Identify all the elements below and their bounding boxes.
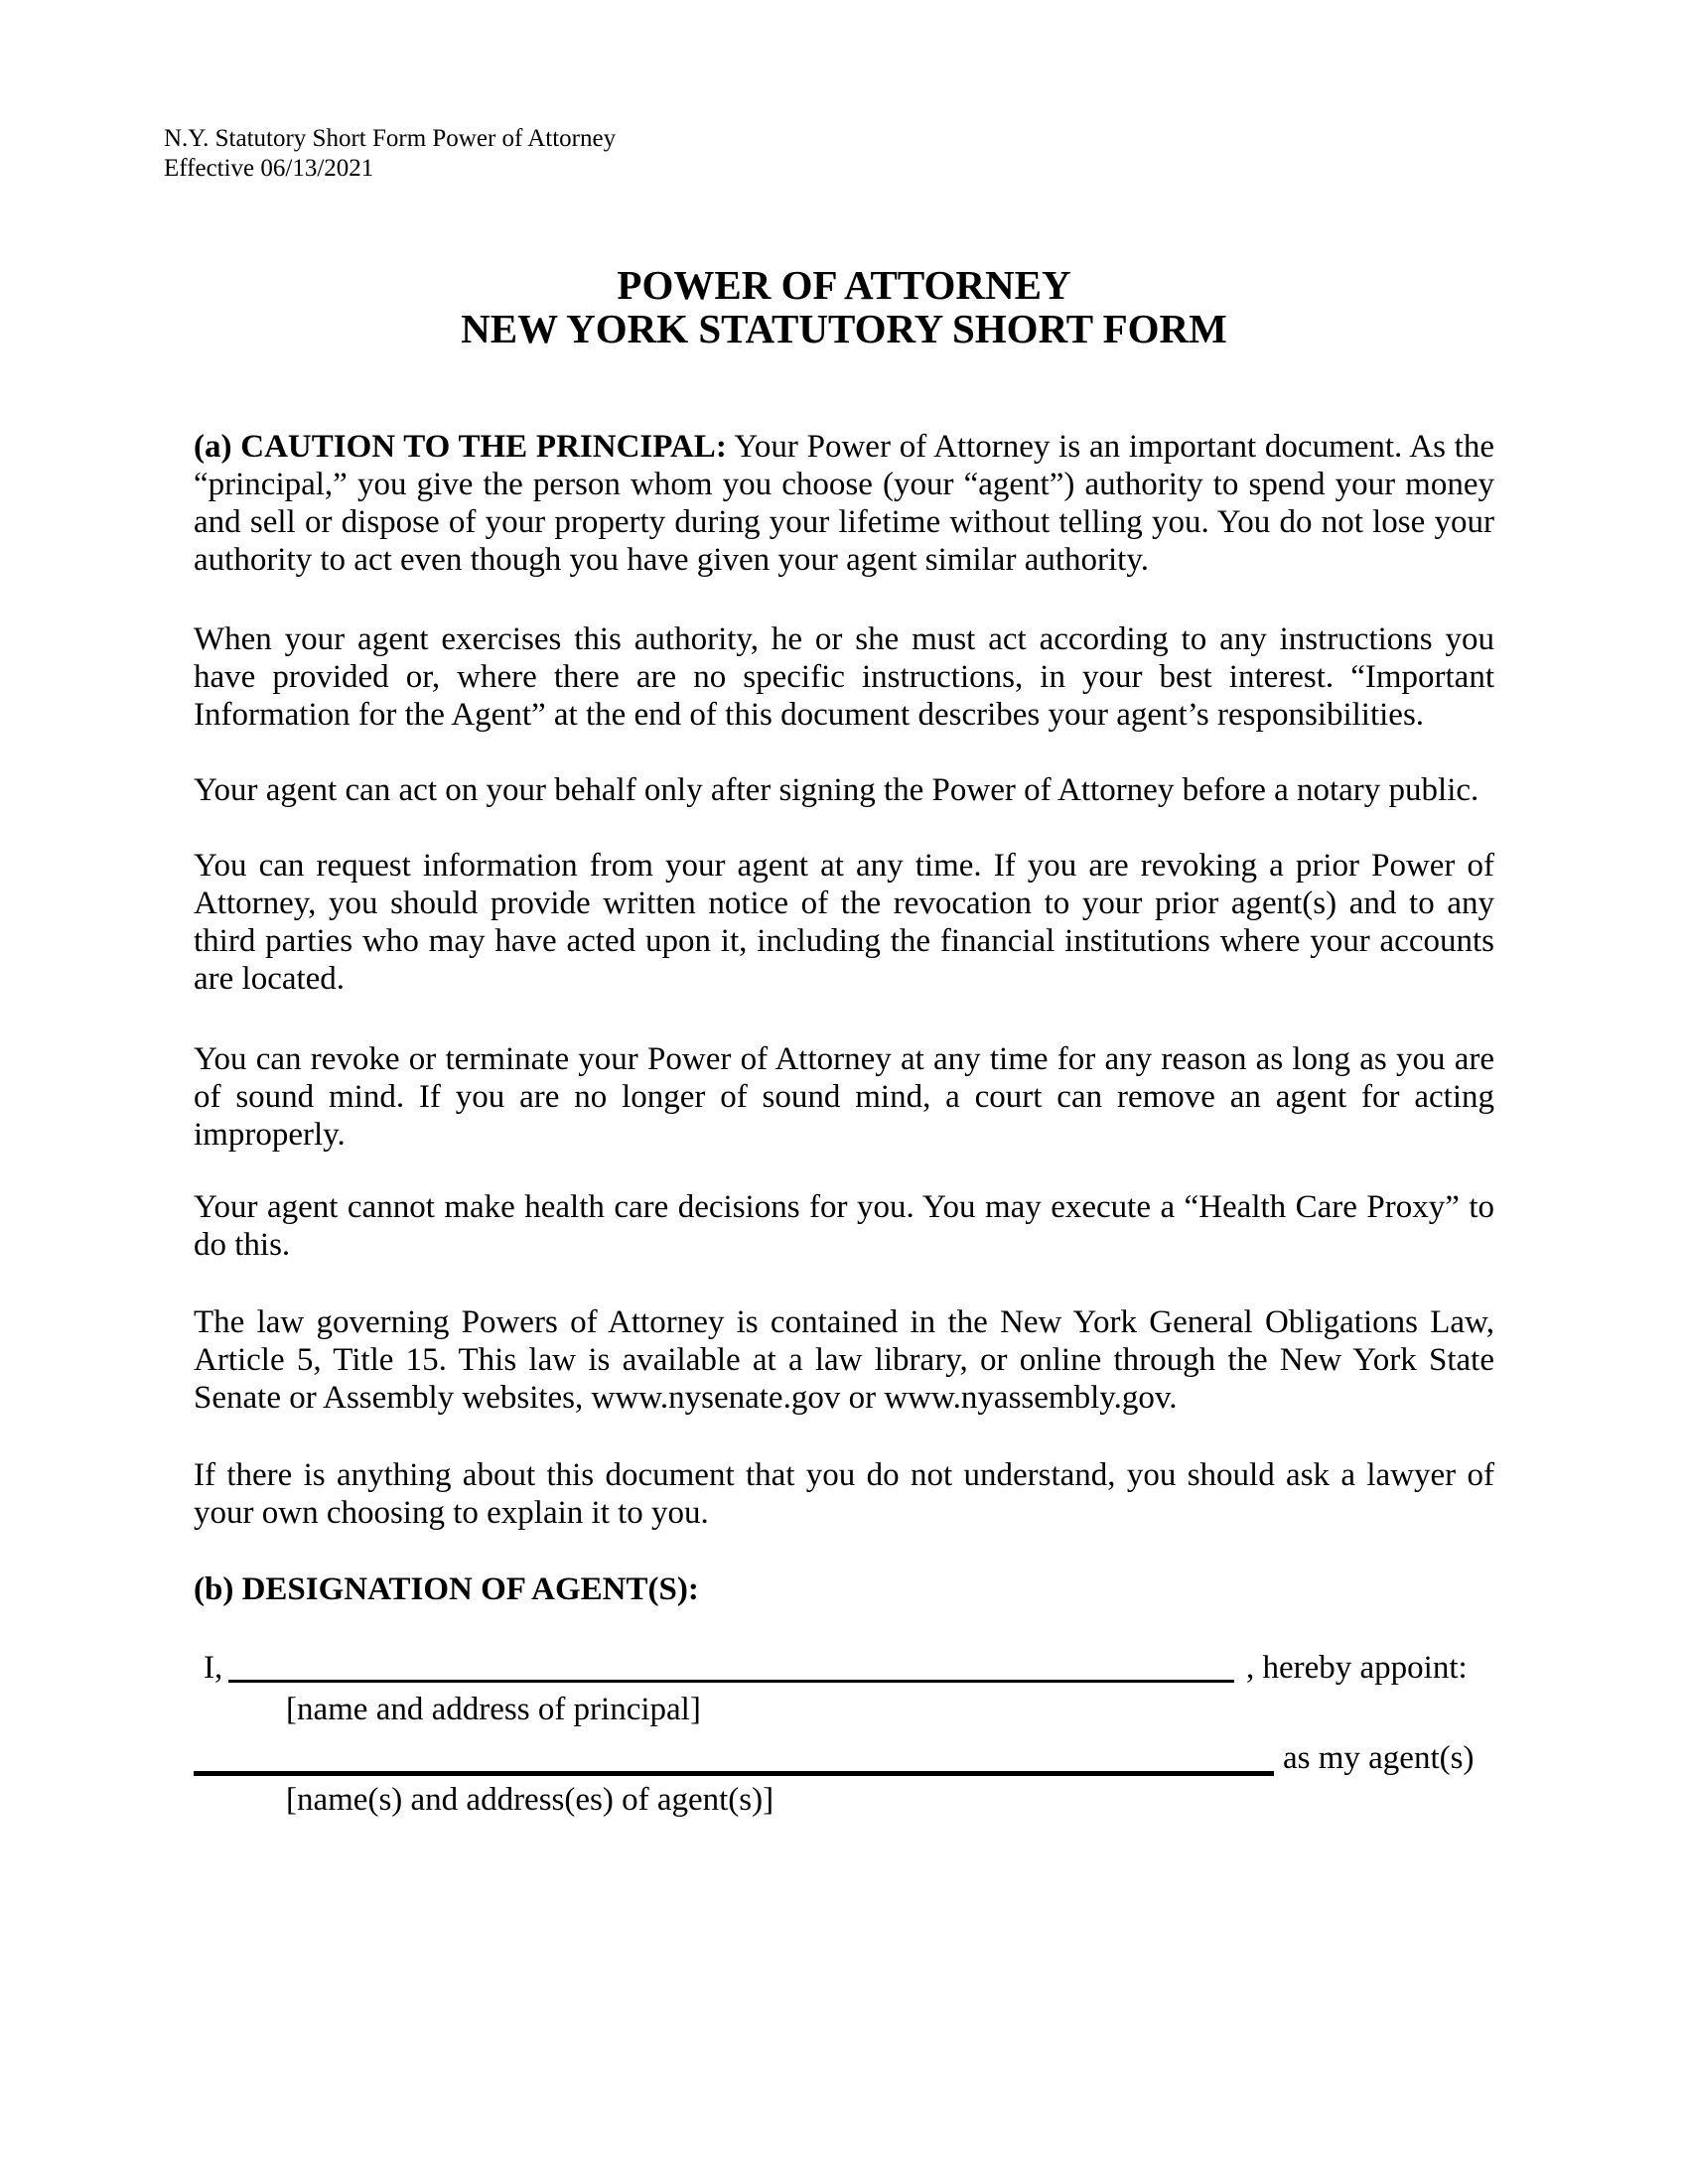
caution-label: (a) CAUTION TO THE PRINCIPAL: (194, 429, 727, 465)
caution-text: Your Power of Attorney is an important document. As the “principal,” you give the person whom you choose (your “agent”) authority to spend your money and sell or dispose of your property during your lifetime without telling you. You do not lose your authority to act even though you have given your agent similar authority. (194, 429, 1494, 578)
principal-line-suffix: , hereby appoint: (1246, 1650, 1468, 1686)
paragraph: Your agent can act on your behalf only after signing the Power of Attorney before a notary public. (194, 772, 1479, 808)
agent-line-suffix: as my agent(s) (1283, 1740, 1475, 1776)
agent-name-blank[interactable] (194, 1771, 1274, 1776)
principal-name-blank[interactable] (228, 1680, 1234, 1683)
paragraph: You can revoke or terminate your Power of Attorney at any time for any reason as long as you are of sound mind. If you are no longer of sound mind, a court can remove an agent for acting improperly. (194, 1041, 1494, 1153)
paragraph: The law governing Powers of Attorney is contained in the New York General Obligations Law, Article 5, Title 15. This law is available at a law library, or online through the New York State Senate or Assembly websites, www.nysenate.gov or www.nyassembly.gov. (194, 1304, 1494, 1416)
title-line-1: POWER OF ATTORNEY (617, 262, 1071, 308)
caution-paragraph (194, 428, 1494, 579)
paragraph: If there is anything about this document that you do not understand, you should ask a lawyer of your own choosing to explain it to you. (194, 1457, 1494, 1531)
principal-line-prefix: I, (204, 1650, 223, 1686)
designation-heading: (b) DESIGNATION OF AGENT(S): (194, 1571, 699, 1607)
principal-blank-caption: [name and address of principal] (286, 1692, 701, 1727)
agent-blank-caption: [name(s) and address(es) of agent(s)] (286, 1782, 774, 1818)
header-form-name: N.Y. Statutory Short Form Power of Attorney (164, 125, 617, 152)
header-effective-date: Effective 06/13/2021 (164, 155, 374, 182)
paragraph: Your agent cannot make health care decisions for you. You may execute a “Health Care Proxy” to do this. (194, 1189, 1494, 1263)
document-header (164, 124, 616, 184)
title-line-2: NEW YORK STATUTORY SHORT FORM (461, 306, 1227, 351)
paragraph: You can request information from your agent at any time. If you are revoking a prior Power of Attorney, you should provide written notice of the revocation to your prior agent(s) and to any third parties who may have acted upon it, including the financial institutions where your accounts are located. (194, 848, 1494, 997)
paragraph: When your agent exercises this authority, he or she must act according to any instructions you have provided or, where there are no specific instructions, in your best interest. “Important Information for the Agent” at the end of this document describes your agent’s responsibilities. (194, 621, 1494, 733)
document-title (0, 263, 1688, 350)
